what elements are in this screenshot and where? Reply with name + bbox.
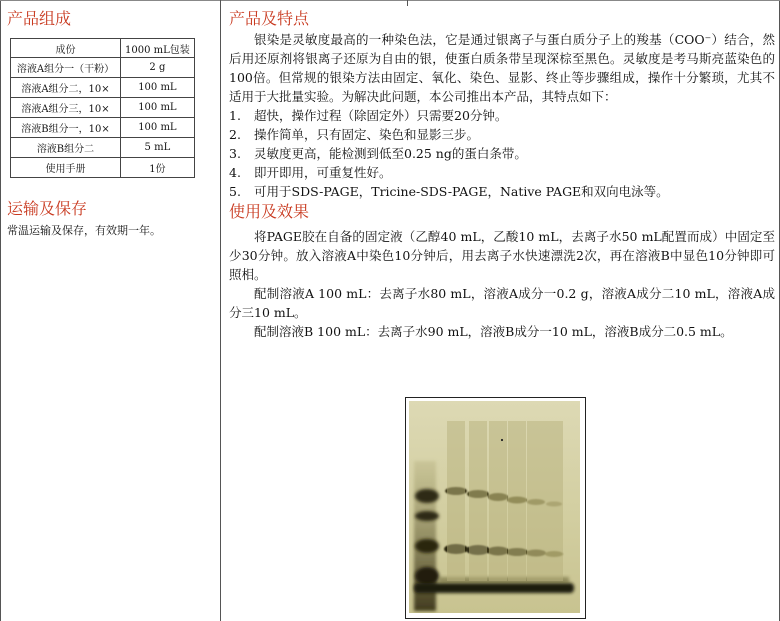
list-item-number: 4. xyxy=(229,165,241,180)
table-cell-component: 溶液A组分二，10× xyxy=(11,78,121,98)
table-row xyxy=(11,58,195,78)
list-item-text: 即开即用，可重复性好。 xyxy=(254,165,392,180)
gel-band xyxy=(415,567,439,585)
table-cell-amount: 5 mL xyxy=(121,138,195,158)
right-column xyxy=(229,8,775,341)
gel-lane xyxy=(508,421,526,581)
table-row xyxy=(11,98,195,118)
gel-lane xyxy=(545,421,563,581)
table-cell-amount: 100 mL xyxy=(121,78,195,98)
table-cell-amount: 100 mL xyxy=(121,98,195,118)
table-cell-component: 溶液A组分三，10× xyxy=(11,98,121,118)
top-rule xyxy=(0,0,780,1)
gel-speck xyxy=(501,439,503,441)
usage-paragraph-fixing: 将PAGE胶在自备的固定液（乙醇40 mL，乙酸10 mL，去离子水50 mL配置而成）中固定至少30分钟。放入溶液A中染色10分钟后，用去离子水快速漂洗2次，再在溶液B中显色10分钟即可照相。 xyxy=(229,229,775,282)
usage-paragraph-solution-b: 配制溶液B 100 mL：去离子水90 mL，溶液B成分一10 mL，溶液B成分二0.5 mL。 xyxy=(254,324,733,339)
list-item-number: 2. xyxy=(229,127,241,142)
left-column xyxy=(7,8,213,239)
list-item xyxy=(229,125,775,144)
table-cell-component: 溶液B组分二 xyxy=(11,138,121,158)
table-header-row xyxy=(11,39,195,58)
list-item-number: 5. xyxy=(229,184,241,199)
list-item-text: 操作简单，只有固定、染色和显影三步。 xyxy=(254,127,480,142)
table-cell-component: 溶液A组分一（干粉） xyxy=(11,58,121,78)
list-item-text: 灵敏度更高，能检测到低至0.25 ng的蛋白条带。 xyxy=(254,146,527,161)
usage-title: 使用及效果 xyxy=(229,202,310,221)
composition-title: 产品组成 xyxy=(7,9,72,28)
gel-lane xyxy=(447,421,465,581)
list-item-text: 超快，操作过程（除固定外）只需要20分钟。 xyxy=(254,108,508,123)
table-header-package: 1000 mL包装 xyxy=(121,39,195,58)
features-title: 产品及特点 xyxy=(229,9,310,28)
list-item xyxy=(229,163,775,182)
composition-table xyxy=(10,38,195,178)
list-item-number: 3. xyxy=(229,146,241,161)
usage-paragraph-solution-a: 配制溶液A 100 mL：去离子水80 mL，溶液A成分一0.2 g，溶液A成分二10 mL，溶液A成分三10 mL。 xyxy=(229,286,775,320)
table-cell-amount: 2 g xyxy=(121,58,195,78)
shipping-text: 常温运输及保存，有效期一年。 xyxy=(7,224,161,237)
table-header-component: 成份 xyxy=(11,39,121,58)
table-row xyxy=(11,138,195,158)
gel-lane xyxy=(489,421,507,581)
gel-lane xyxy=(527,421,545,581)
shipping-title: 运输及保存 xyxy=(7,199,88,218)
gel-lane-streaks xyxy=(447,421,563,581)
table-cell-component: 溶液B组分一，10× xyxy=(11,118,121,138)
gel-band xyxy=(415,539,439,553)
list-item-text: 可用于SDS-PAGE，Tricine-SDS-PAGE，Native PAGE和双向电泳等。 xyxy=(254,184,669,199)
top-divider-stub xyxy=(407,0,408,6)
table-row xyxy=(11,158,195,178)
list-item xyxy=(229,106,775,125)
table-cell-amount: 1份 xyxy=(121,158,195,178)
table-cell-component: 使用手册 xyxy=(11,158,121,178)
intro-paragraph: 银染是灵敏度最高的一种染色法，它是通过银离子与蛋白质分子上的羧基（COO⁻）结合，然后用还原剂将银离子还原为自由的银，使蛋白质条带呈现深棕至黑色。灵敏度是考马斯亮蓝染色的100倍。但常规的银染方法由固定、氧化、染色、显影、终止等步骤组成，操作十分繁琐，尤其不适用于大批量实验。为解决此问题，本公司推出本产品，其特点如下： xyxy=(229,32,775,104)
table-row xyxy=(11,78,195,98)
gel-band xyxy=(415,511,439,521)
list-item xyxy=(229,182,775,201)
list-item xyxy=(229,144,775,163)
column-divider xyxy=(220,0,221,621)
gel-dye-front xyxy=(414,583,574,593)
feature-list xyxy=(229,106,775,201)
gel-image xyxy=(409,401,580,613)
list-item-number: 1. xyxy=(229,108,241,123)
table-row xyxy=(11,118,195,138)
gel-photo xyxy=(405,397,586,619)
gel-lane xyxy=(469,421,487,581)
table-cell-amount: 100 mL xyxy=(121,118,195,138)
gel-band xyxy=(415,489,439,503)
